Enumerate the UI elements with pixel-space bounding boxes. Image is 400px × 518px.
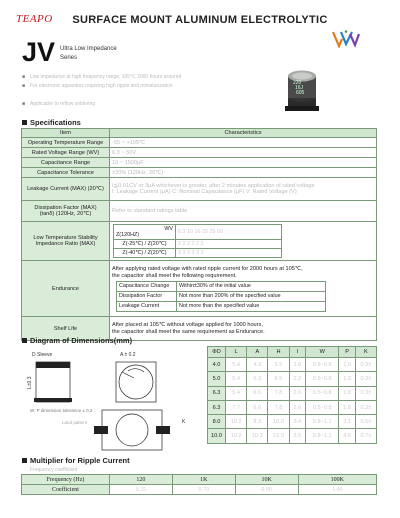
dissipation-label-2: (tanδ) (120Hz, 20℃) bbox=[39, 211, 92, 217]
requirement-item: Dissipation Factor bbox=[117, 291, 177, 301]
dim-cell: 6.5 bbox=[268, 372, 289, 386]
shelf-text-1: After placed at 105℃ without voltage applied for 1000 hours, bbox=[112, 321, 263, 328]
requirement-value: Within±30% of the initial value bbox=[177, 281, 326, 291]
table-row bbox=[22, 485, 377, 495]
frequency-cell: 100K bbox=[298, 475, 376, 485]
section-square-icon bbox=[22, 458, 27, 463]
impedance-row-values: 3 3 3 3 3 3 bbox=[176, 249, 282, 258]
dim-cell: 4.6 bbox=[339, 429, 355, 443]
dim-cell: 0.8~1.1 bbox=[306, 429, 339, 443]
row-value: Refer to standard ratings table bbox=[110, 201, 377, 222]
frequency-cell: 120 bbox=[110, 475, 173, 485]
dim-cell: 12.0 bbox=[268, 429, 289, 443]
dissipation-label-1: Dissipation Factor (MAX) bbox=[34, 205, 97, 211]
shelf-text-2: the capacitor shall meet the same requirement as Endurance. bbox=[112, 328, 265, 335]
series-desc-line-1: Ultra Low Impedance bbox=[60, 46, 117, 52]
leakage-line-2: I: Leakage Current (μA) C: Nominal Capacitance (μF) V: Rated Voltage (V) bbox=[112, 189, 297, 195]
row-value bbox=[110, 261, 377, 317]
endurance-text-1: After applying rated voltage with rated ripple current for 2000 hours at 105℃, bbox=[112, 265, 303, 272]
impedance-header-cell bbox=[114, 225, 176, 240]
dim-cell: 3.1 bbox=[339, 415, 355, 429]
dim-header: L bbox=[226, 347, 247, 358]
dim-cell: 4.3 bbox=[247, 358, 268, 372]
dim-cell: 5.5 bbox=[268, 358, 289, 372]
diagram-footnote-2: Land pattern bbox=[62, 420, 88, 425]
dim-header: H bbox=[268, 347, 289, 358]
series-desc-line-2: Series bbox=[60, 55, 78, 61]
dim-cell: 0.5~0.8 bbox=[306, 386, 339, 400]
dim-cell: 0.3± bbox=[355, 358, 376, 372]
diagram-heading-label: Diagram of Dimensions(mm) bbox=[30, 336, 133, 345]
table-row bbox=[208, 386, 377, 400]
row-label: Shelf Life bbox=[22, 317, 110, 341]
row-label bbox=[22, 201, 110, 222]
dim-cell: 0.8~1.1 bbox=[306, 415, 339, 429]
series-code: JV bbox=[22, 37, 56, 67]
dim-header: ΦD bbox=[208, 347, 226, 358]
impedance-row-label: Z(-40℃) / Z(20℃) bbox=[114, 249, 176, 258]
table-row bbox=[22, 158, 377, 168]
table-row bbox=[22, 138, 377, 148]
requirement-value: Not more than the specified value bbox=[177, 301, 326, 311]
coefficient-cell: 0.35 bbox=[110, 485, 173, 495]
ripple-heading bbox=[22, 456, 130, 465]
leakage-line-1: I≦0.01CV or 3μA whichever is greater, after 2 minutes application of rated voltage bbox=[112, 183, 315, 189]
svg-text:16J: 16J bbox=[295, 85, 304, 91]
diameter-cell: 4.0 bbox=[208, 358, 226, 372]
dim-header: A bbox=[247, 347, 268, 358]
ripple-multiplier-table bbox=[21, 474, 377, 495]
impedance-row-label: Z(-25℃) / Z(20℃) bbox=[114, 240, 176, 249]
dim-cell: 10.3 bbox=[247, 429, 268, 443]
coefficient-cell: 0.90 bbox=[235, 485, 298, 495]
requirement-item: Leakage Current bbox=[117, 301, 177, 311]
dim-header: W bbox=[306, 347, 339, 358]
requirement-item: Capacitance Change bbox=[117, 281, 177, 291]
series-description bbox=[60, 45, 117, 63]
dim-cell: 0.3± bbox=[355, 386, 376, 400]
dimensions-table bbox=[207, 346, 377, 444]
table-row bbox=[22, 475, 377, 485]
ripple-heading-label: Multiplier for Ripple Current bbox=[30, 456, 130, 465]
dim-header: K bbox=[355, 347, 376, 358]
impedance-z-label: Z(120HZ) bbox=[116, 232, 140, 238]
dim-cell: 0.5~0.8 bbox=[306, 400, 339, 414]
row-value: 10 ~ 1500μF bbox=[110, 158, 377, 168]
table-row bbox=[22, 222, 377, 261]
table-row bbox=[208, 400, 377, 414]
coefficient-cell: 0.70 bbox=[172, 485, 235, 495]
dim-cell: 0.5~0.8 bbox=[306, 358, 339, 372]
table-row bbox=[117, 301, 326, 311]
col-item: Item bbox=[22, 129, 110, 138]
dim-cell: 2.6 bbox=[289, 386, 305, 400]
dim-cell: 1.3 bbox=[339, 372, 355, 386]
table-header-row bbox=[22, 129, 377, 138]
dim-cell: 1.8 bbox=[339, 400, 355, 414]
diameter-cell: 6.3 bbox=[208, 400, 226, 414]
dim-cell: 7.7 bbox=[226, 400, 247, 414]
section-square-icon bbox=[22, 338, 27, 343]
table-row bbox=[208, 372, 377, 386]
dim-cell: 0.3± bbox=[355, 372, 376, 386]
diagram-heading bbox=[22, 336, 132, 345]
row-label bbox=[22, 222, 110, 261]
coefficient-label: Coefficient bbox=[22, 485, 110, 495]
table-row bbox=[117, 281, 326, 291]
table-row bbox=[208, 429, 377, 443]
table-row bbox=[117, 291, 326, 301]
k-label: K bbox=[182, 419, 186, 425]
feature-item: ■ For electronic apparatus requiring high ripple and miniaturization bbox=[22, 82, 181, 91]
ripple-note: Frequency coefficient bbox=[30, 467, 78, 473]
table-row bbox=[22, 261, 377, 317]
specifications-heading-label: Specifications bbox=[30, 118, 81, 127]
dim-cell: 1.8 bbox=[339, 386, 355, 400]
feature-list bbox=[22, 73, 181, 109]
table-row bbox=[208, 358, 377, 372]
table-header-row bbox=[208, 347, 377, 358]
length-label: L±0.3 bbox=[27, 376, 33, 389]
dim-header: I bbox=[289, 347, 305, 358]
specifications-table bbox=[21, 128, 377, 341]
dim-cell: 5.4 bbox=[226, 358, 247, 372]
row-label: Endurance bbox=[22, 261, 110, 317]
row-value: ±20% (120Hz, 20℃) bbox=[110, 168, 377, 178]
diagram-footnote-1: W: P dimension tolerance ± 0.2 bbox=[30, 408, 93, 413]
dim-cell: 3.4 bbox=[289, 415, 305, 429]
table-row bbox=[22, 201, 377, 222]
impedance-ratio-table bbox=[113, 224, 282, 258]
dim-cell: 8.3 bbox=[247, 415, 268, 429]
coefficient-cell: 1.00 bbox=[298, 485, 376, 495]
requirement-value: Not more than 200% of the specified value bbox=[177, 291, 326, 301]
dim-cell: 1.8 bbox=[289, 358, 305, 372]
dim-cell: 6.6 bbox=[247, 400, 268, 414]
document-title: SURFACE MOUNT ALUMINUM ELECTROLYTIC bbox=[72, 14, 328, 26]
row-label: Rated Voltage Range (WV) bbox=[22, 148, 110, 158]
diameter-cell: 8.0 bbox=[208, 415, 226, 429]
dim-cell: 2.6 bbox=[289, 400, 305, 414]
diameter-cell: 10.0 bbox=[208, 429, 226, 443]
impedance-row-values: 2 2 2 2 2 2 bbox=[176, 240, 282, 249]
endurance-requirements-table bbox=[116, 281, 326, 312]
capacitor-photo bbox=[282, 68, 322, 112]
impedance-wv-values: 6.3 10 16 25 35 50 bbox=[176, 225, 282, 240]
row-value: 6.3 ~ 50V bbox=[110, 148, 377, 158]
dim-cell: 5.4 bbox=[226, 386, 247, 400]
frequency-label: Frequency (Hz) bbox=[22, 475, 110, 485]
low-temp-label-2: Impedance Ratio (MAX) bbox=[35, 241, 96, 247]
table-row bbox=[22, 178, 377, 201]
dim-cell: 2.2 bbox=[289, 372, 305, 386]
feature-item: ■ Low impedance at high frequency range, 105℃ 2000 hours assured bbox=[22, 73, 181, 82]
dim-cell: 7.8 bbox=[268, 386, 289, 400]
dim-cell: 0.5~0.8 bbox=[306, 372, 339, 386]
dim-cell: 7.8 bbox=[268, 400, 289, 414]
row-value bbox=[110, 222, 377, 261]
dim-cell: 5.3 bbox=[247, 372, 268, 386]
dim-cell: 3.5 bbox=[289, 429, 305, 443]
row-label: Leakage Current (MAX) (20℃) bbox=[22, 178, 110, 201]
sleeve-label: D Sleeve bbox=[32, 352, 53, 358]
low-temp-label-1: Low Temperature Stability bbox=[33, 235, 98, 241]
dim-cell: 10.2 bbox=[226, 429, 247, 443]
endurance-text-2: the capacitor shall meet the following requirement. bbox=[112, 272, 237, 279]
row-value: -55 ~ +105℃ bbox=[110, 138, 377, 148]
row-label: Operating Temperature Range bbox=[22, 138, 110, 148]
a-dimension-label: A ± 0.2 bbox=[120, 352, 136, 358]
svg-text:605: 605 bbox=[296, 90, 305, 96]
diameter-cell: 5.0 bbox=[208, 372, 226, 386]
dim-cell: 10.2 bbox=[226, 415, 247, 429]
jv-brand-mark-icon bbox=[332, 30, 360, 48]
row-label: Capacitance Tolerance bbox=[22, 168, 110, 178]
feature-item: ■ Applicable to reflow soldering bbox=[22, 100, 181, 109]
frequency-cell: 10K bbox=[235, 475, 298, 485]
dim-header: P bbox=[339, 347, 355, 358]
dim-cell: 6.6 bbox=[247, 386, 268, 400]
row-label: Capacitance Range bbox=[22, 158, 110, 168]
table-row bbox=[208, 415, 377, 429]
dim-cell: 0.5± bbox=[355, 415, 376, 429]
svg-text:220: 220 bbox=[293, 80, 302, 86]
dim-cell: 0.3± bbox=[355, 400, 376, 414]
row-value bbox=[110, 178, 377, 201]
frequency-cell: 1K bbox=[172, 475, 235, 485]
row-value bbox=[110, 317, 377, 341]
impedance-wv-label: WV bbox=[164, 226, 173, 232]
col-characteristics: Characteristics bbox=[110, 129, 377, 138]
section-square-icon bbox=[22, 120, 27, 125]
table-row bbox=[22, 168, 377, 178]
dimension-diagram bbox=[22, 348, 202, 458]
specifications-heading bbox=[22, 118, 81, 127]
teapo-logo: TEAPO bbox=[16, 13, 53, 25]
table-row bbox=[22, 148, 377, 158]
dim-cell: 0.7± bbox=[355, 429, 376, 443]
diameter-cell: 6.3 bbox=[208, 386, 226, 400]
dim-cell: 10.0 bbox=[268, 415, 289, 429]
dim-cell: 5.4 bbox=[226, 372, 247, 386]
dim-cell: 1.0 bbox=[339, 358, 355, 372]
